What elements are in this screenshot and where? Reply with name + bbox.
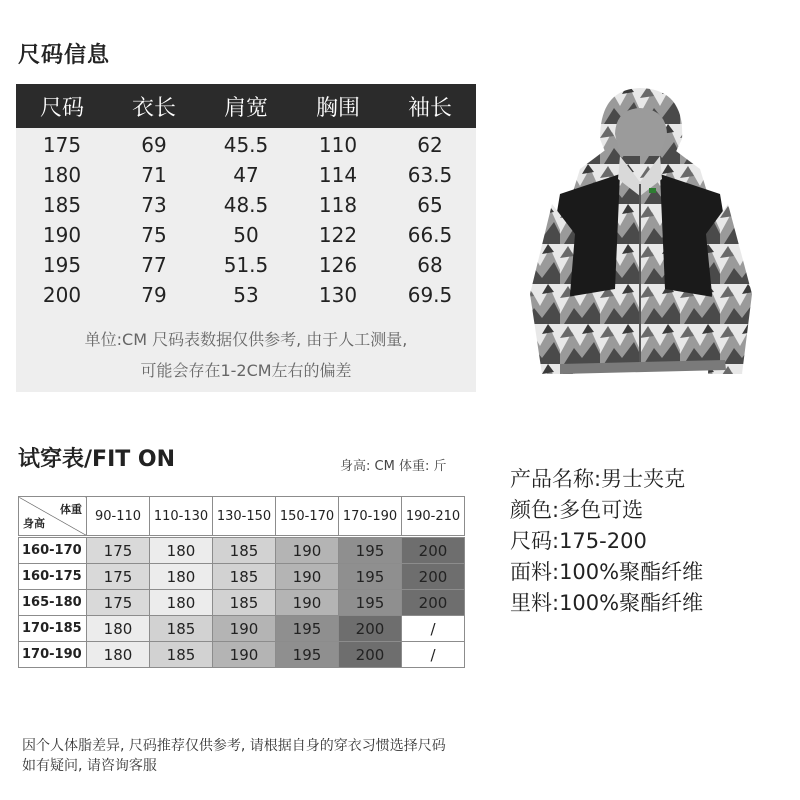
size-cell: 195	[42, 253, 82, 277]
recommended-size-cell: 200	[339, 642, 402, 668]
recommended-size-cell: 200	[402, 538, 465, 564]
recommended-size-cell: 185	[213, 564, 276, 590]
size-row	[16, 280, 476, 310]
header-cell: 胸围	[315, 95, 360, 121]
recommended-size-cell: 180	[150, 590, 213, 616]
size-cell: 63.5	[407, 163, 453, 187]
recommended-size-cell: 185	[213, 590, 276, 616]
height-range-cell: 170-185	[19, 616, 87, 642]
size-cell: 50	[233, 223, 259, 247]
fit-row	[19, 642, 465, 668]
size-cell: 66.5	[407, 223, 453, 247]
product-lining: 里料:100%聚酯纤维	[510, 591, 704, 615]
recommended-size-cell: 200	[339, 616, 402, 642]
recommended-size-cell: 185	[150, 642, 213, 668]
height-range-cell: 160-175	[19, 564, 87, 590]
size-cell: 69	[141, 133, 167, 157]
size-row	[16, 250, 476, 280]
recommended-size-cell: 185	[150, 616, 213, 642]
recommended-size-cell: 180	[87, 642, 150, 668]
product-info	[510, 464, 703, 619]
recommended-size-cell: 185	[213, 538, 276, 564]
size-cell: 69.5	[407, 283, 453, 307]
recommended-size-cell: 190	[276, 590, 339, 616]
size-cell: 68	[417, 253, 443, 277]
weight-header-cell: 190-210	[402, 497, 465, 536]
height-range-cell: 165-180	[19, 590, 87, 616]
recommended-size-cell: 190	[213, 616, 276, 642]
recommended-size-cell: 200	[402, 564, 465, 590]
size-cell: 45.5	[223, 133, 269, 157]
size-info-title: 尺码信息	[18, 43, 111, 68]
size-row	[16, 220, 476, 250]
fit-row	[19, 590, 465, 616]
size-cell: 75	[141, 223, 167, 247]
size-cell: 122	[318, 223, 358, 247]
footer-line: 因个人体脂差异, 尺码推荐仅供参考, 请根据自身的穿衣习惯选择尺码	[22, 738, 446, 754]
recommended-size-cell: 195	[339, 590, 402, 616]
size-cell: 175	[42, 133, 82, 157]
product-name: 产品名称:男士夹克	[510, 467, 686, 491]
size-chart-body	[16, 128, 476, 310]
recommended-size-cell: 195	[276, 642, 339, 668]
size-cell: 48.5	[223, 193, 269, 217]
size-row	[16, 160, 476, 190]
weight-header-cell: 90-110	[87, 497, 150, 536]
product-size-range: 尺码:175-200	[510, 529, 647, 553]
size-cell: 130	[318, 283, 358, 307]
recommended-size-cell: 180	[150, 538, 213, 564]
height-range-cell: 160-170	[19, 538, 87, 564]
header-cell: 衣长	[131, 95, 176, 121]
size-cell: 47	[233, 163, 259, 187]
fit-row	[19, 538, 465, 564]
size-cell: 62	[417, 133, 443, 157]
recommended-size-cell: 175	[87, 564, 150, 590]
recommended-size-cell: 180	[150, 564, 213, 590]
note-line: 可能会存在1-2CM左右的偏差	[140, 361, 352, 380]
recommended-size-cell: 190	[276, 564, 339, 590]
size-cell: 118	[318, 193, 358, 217]
size-row	[16, 130, 476, 160]
fit-row	[19, 616, 465, 642]
recommended-size-cell: 200	[402, 590, 465, 616]
fit-corner-cell	[19, 497, 87, 536]
size-cell: 126	[318, 253, 358, 277]
jacket-photo	[520, 84, 760, 384]
size-cell: 71	[141, 163, 167, 187]
size-cell: 110	[318, 133, 358, 157]
weight-axis-label: 体重	[60, 503, 82, 516]
fit-header-row	[19, 497, 465, 536]
weight-header-cell: 130-150	[213, 497, 276, 536]
size-chart	[16, 84, 476, 392]
product-color: 颜色:多色可选	[510, 498, 644, 522]
size-cell: 114	[318, 163, 358, 187]
recommended-size-cell: 195	[339, 564, 402, 590]
header-cell: 肩宽	[223, 95, 268, 121]
note-line: 单位:CM 尺码表数据仅供参考, 由于人工测量,	[84, 330, 408, 349]
weight-header-cell: 150-170	[276, 497, 339, 536]
header-cell: 尺码	[39, 95, 84, 121]
recommended-size-cell: 195	[339, 538, 402, 564]
size-cell: 200	[42, 283, 82, 307]
size-cell: 65	[417, 193, 443, 217]
size-cell: 185	[42, 193, 82, 217]
recommended-size-cell: /	[402, 642, 465, 668]
fit-on-table	[18, 496, 465, 668]
size-chart-header	[16, 84, 476, 128]
size-chart-note	[16, 324, 476, 386]
recommended-size-cell: 195	[276, 616, 339, 642]
size-cell: 180	[42, 163, 82, 187]
fit-row	[19, 564, 465, 590]
size-cell: 190	[42, 223, 82, 247]
weight-header-cell: 170-190	[339, 497, 402, 536]
footer-line: 如有疑问, 请咨询客服	[22, 758, 157, 774]
height-axis-label: 身高	[23, 517, 45, 530]
recommended-size-cell: 190	[213, 642, 276, 668]
recommended-size-cell: 175	[87, 538, 150, 564]
height-range-cell: 170-190	[19, 642, 87, 668]
size-cell: 79	[141, 283, 167, 307]
product-fabric: 面料:100%聚酯纤维	[510, 560, 704, 584]
recommended-size-cell: 175	[87, 590, 150, 616]
size-cell: 53	[233, 283, 259, 307]
size-cell: 73	[141, 193, 167, 217]
recommended-size-cell: 190	[276, 538, 339, 564]
recommended-size-cell: /	[402, 616, 465, 642]
recommended-size-cell: 180	[87, 616, 150, 642]
weight-header-cell: 110-130	[150, 497, 213, 536]
fit-on-unit-note: 身高: CM 体重: 斤	[340, 459, 447, 474]
footer-note	[22, 736, 446, 776]
size-row	[16, 190, 476, 220]
header-cell: 袖长	[407, 95, 452, 121]
fit-on-title: 试穿表/FIT ON	[18, 447, 176, 472]
size-cell: 51.5	[223, 253, 269, 277]
size-cell: 77	[141, 253, 167, 277]
